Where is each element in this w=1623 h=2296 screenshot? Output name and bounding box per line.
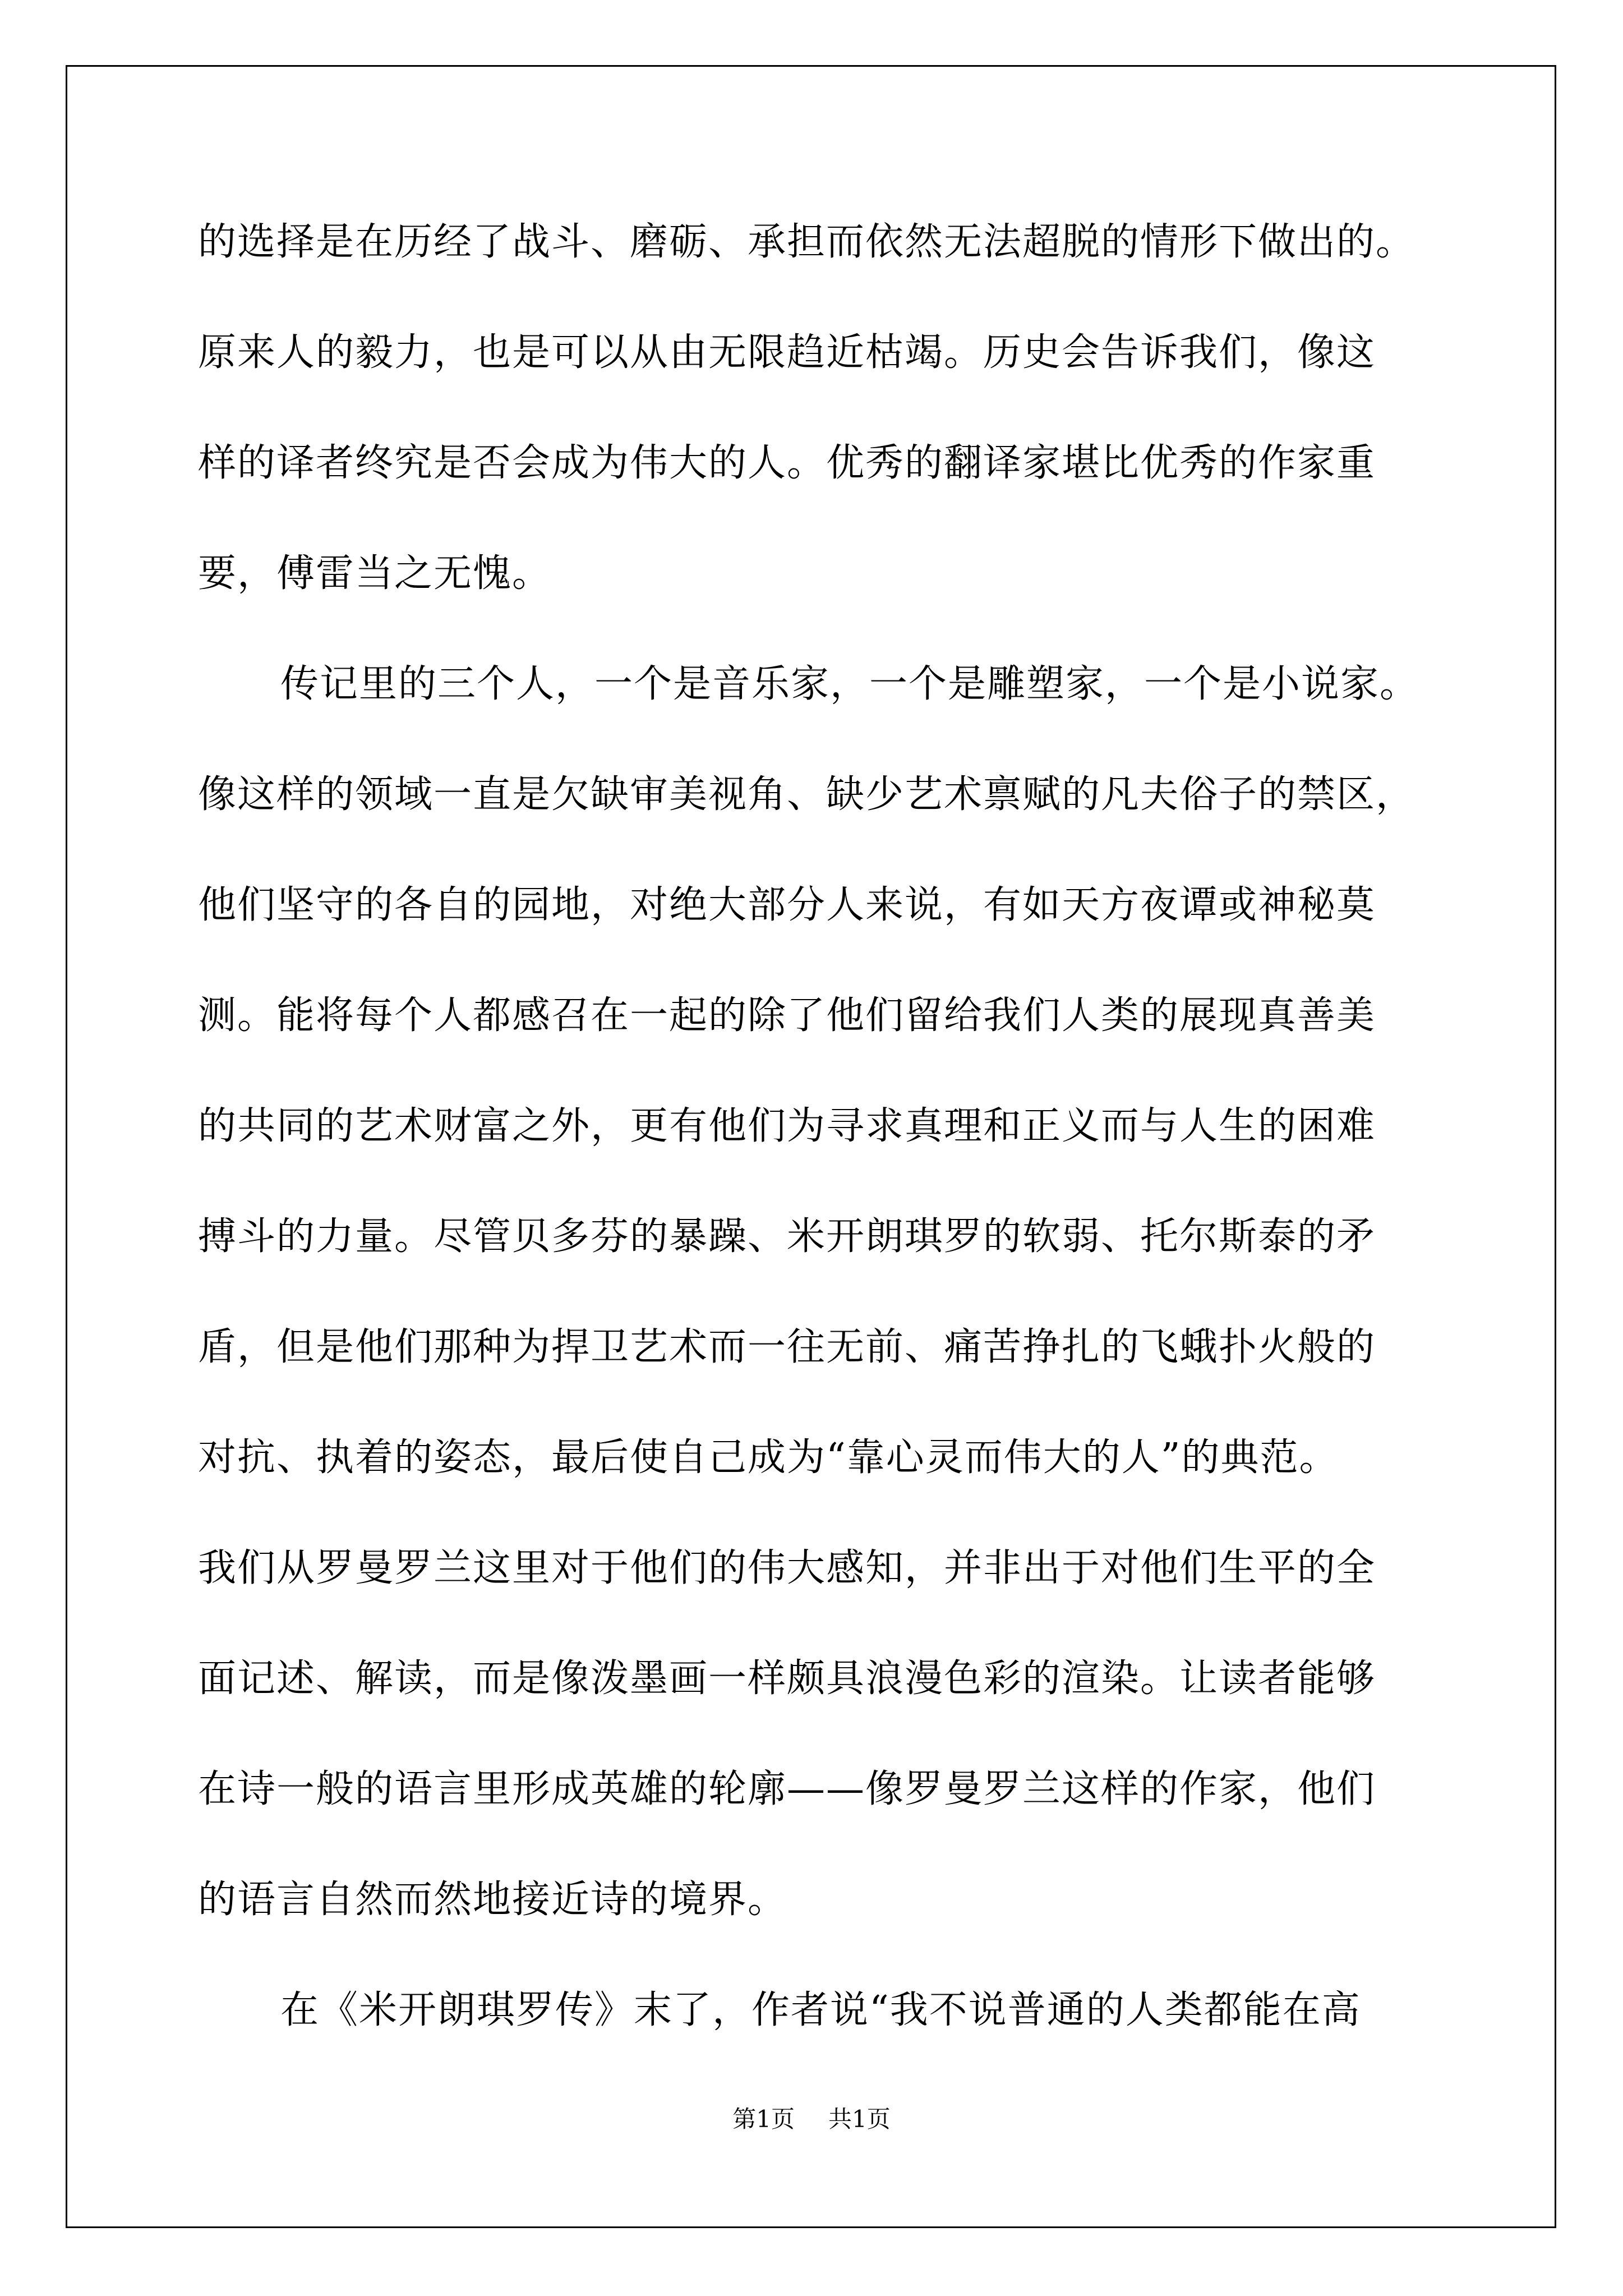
body-line-12: 对抗、执着的姿态，最后使自己成为“靠心灵而伟大的人”的典范。 [198,1435,1339,1480]
body-line-16: 的语言自然而然地接近诗的境界。 [198,1878,787,1922]
body-line-3: 样的译者终究是否会成为伟大的人。优秀的翻译家堪比优秀的作家重 [198,441,1376,485]
body-line-5: 传记里的三个人，一个是音乐家，一个是雕塑家，一个是小说家。 [280,662,1419,706]
body-line-6: 像这样的领域一直是欠缺审美视角、缺少艺术禀赋的凡夫俗子的禁区， [198,772,1415,817]
body-line-1: 的选择是在历经了战斗、磨砺、承担而依然无法超脱的情形下做出的。 [198,220,1415,264]
body-line-17: 在《米开朗琪罗传》末了，作者说“我不说普通的人类都能在高 [280,1988,1361,2032]
body-line-9: 的共同的艺术财富之外，更有他们为寻求真理和正义而与人生的困难 [198,1104,1376,1148]
body-line-14: 面记述、解读，而是像泼墨画一样颇具浪漫色彩的渲染。让读者能够 [198,1657,1376,1701]
body-line-13: 我们从罗曼罗兰这里对于他们的伟大感知，并非出于对他们生平的全 [198,1546,1376,1590]
body-line-2: 原来人的毅力，也是可以从由无限趋近枯竭。历史会告诉我们，像这 [198,330,1376,375]
body-line-4: 要，傅雷当之无愧。 [198,551,552,596]
page-total: 共1页 [828,2105,891,2133]
body-line-8: 测。能将每个人都感召在一起的除了他们留给我们人类的展现真善美 [198,993,1376,1038]
page-number: 第1页 [732,2105,795,2133]
body-line-10: 搏斗的力量。尽管贝多芬的暴躁、米开朗琪罗的软弱、托尔斯泰的矛 [198,1214,1376,1259]
body-line-15: 在诗一般的语言里形成英雄的轮廓——像罗曼罗兰这样的作家，他们 [198,1767,1376,1811]
page-footer [0,2101,1623,2134]
body-line-11: 盾，但是他们那种为捍卫艺术而一往无前、痛苦挣扎的飞蛾扑火般的 [198,1325,1376,1369]
body-line-7: 他们坚守的各自的园地，对绝大部分人来说，有如天方夜谭或神秘莫 [198,883,1376,927]
